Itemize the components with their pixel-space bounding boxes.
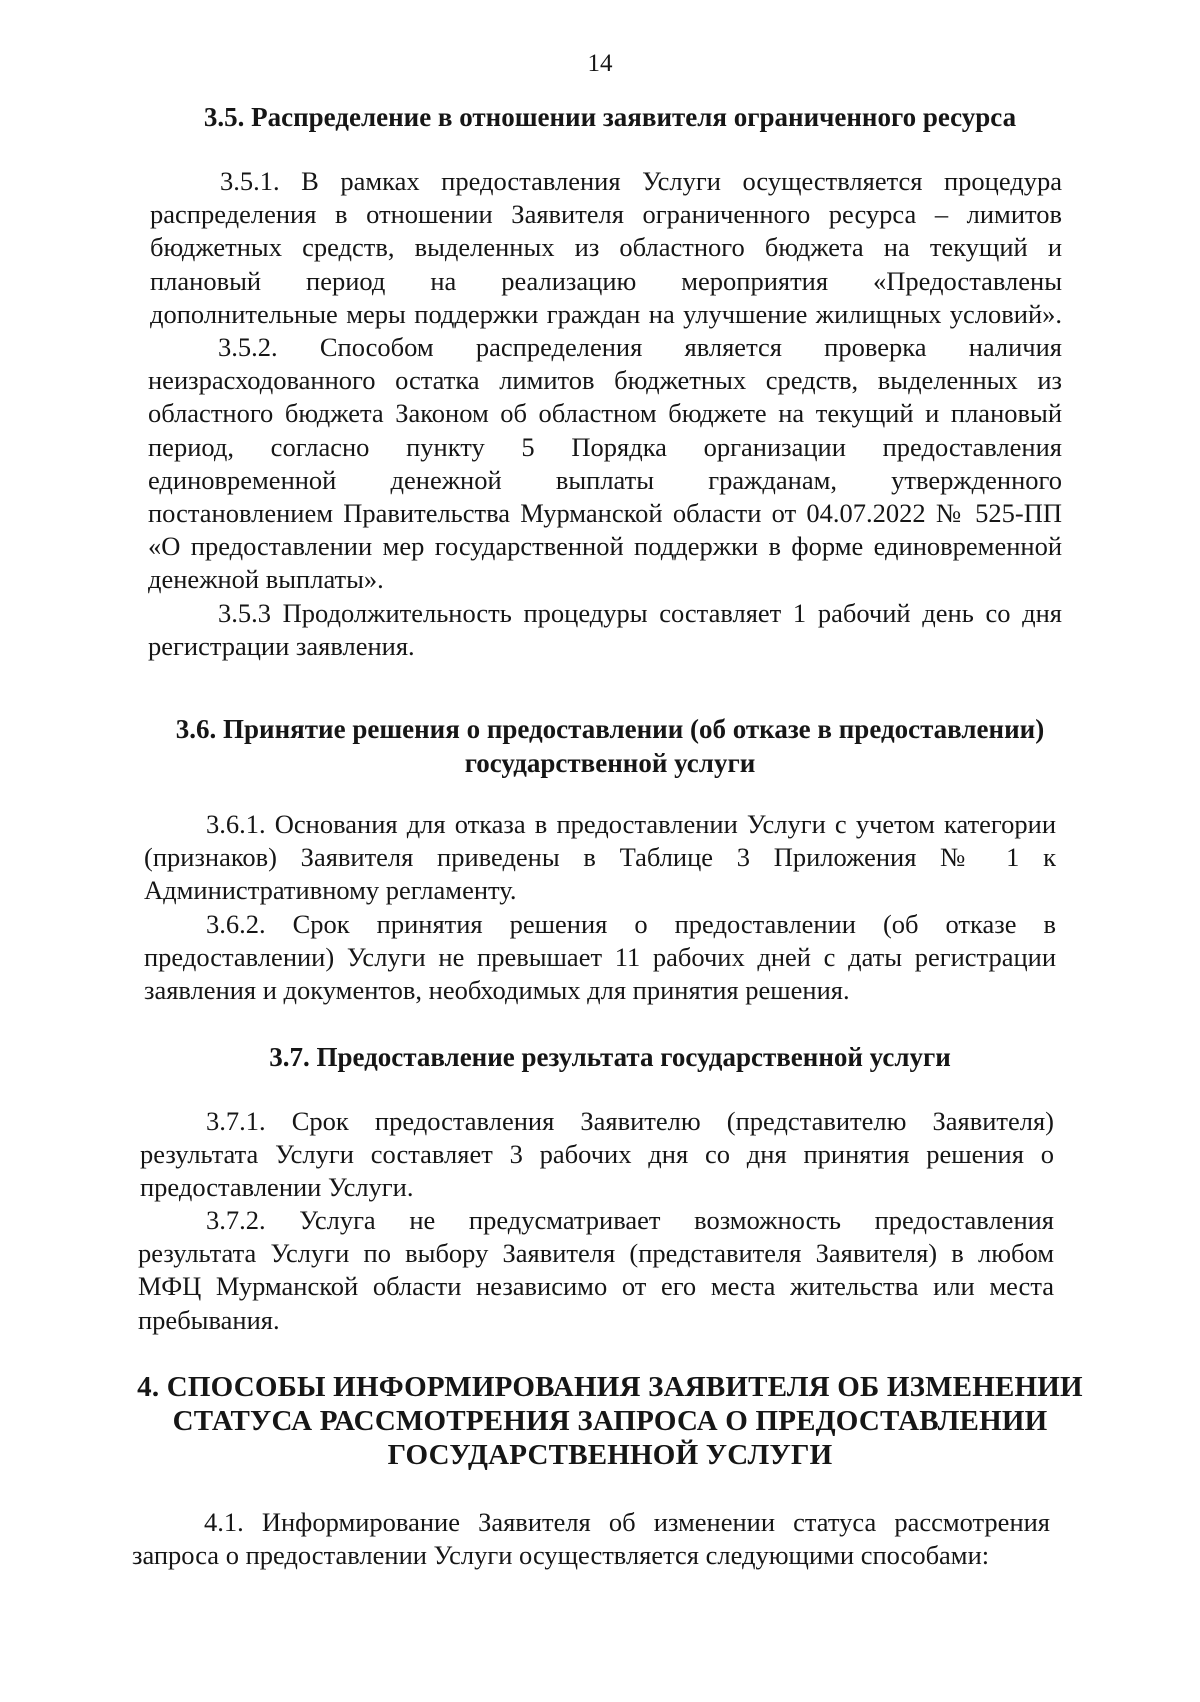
text-line: 3.7.1. Срок предоставления Заявителю (представителю Заявителя) bbox=[206, 1106, 1054, 1136]
text-line: регистрации заявления. bbox=[148, 631, 415, 662]
text-line: результата Услуги составляет 3 рабочих дня со дня принятия решения о bbox=[140, 1139, 1054, 1170]
text-line: пребывания. bbox=[138, 1304, 280, 1335]
text-line: предоставлении) Услуги не превышает 11 рабочих дней с даты регистрации bbox=[144, 942, 1056, 973]
paragraph-3-5-1 bbox=[150, 165, 1062, 331]
text-line: 3.5.3 Продолжительность процедуры составляет 1 рабочий день со дня bbox=[218, 598, 1062, 628]
heading-line: СТАТУСА РАССМОТРЕНИЯ ЗАПРОСА О ПРЕДОСТАВЛЕНИИ bbox=[172, 1405, 1048, 1437]
text-line: 3.6.1. Основания для отказа в предоставлении Услуги с учетом категории bbox=[206, 809, 1056, 839]
text-line: 3.5.1. В рамках предоставления Услуги осуществляется процедура bbox=[220, 166, 1062, 196]
text-line: «О предоставлении мер государственной поддержки в форме единовременной bbox=[148, 531, 1062, 562]
heading-line: 3.7. Предоставление результата государственной услуги bbox=[269, 1042, 951, 1072]
text-line: неизрасходованного остатка лимитов бюджетных средств, выделенных из bbox=[148, 365, 1062, 396]
text-line: (признаков) Заявителя приведены в Таблице 3 Приложения № 1 к bbox=[144, 842, 1056, 873]
text-line: областного бюджета Законом об областном бюджете на текущий и плановый bbox=[148, 398, 1062, 429]
text-line: предоставлении Услуги. bbox=[140, 1172, 414, 1203]
paragraph-3-5-2 bbox=[148, 331, 1062, 597]
text-line: постановлением Правительства Мурманской области от 04.07.2022 № 525-ПП bbox=[148, 498, 1062, 529]
heading-line: государственной услуги bbox=[464, 748, 756, 778]
paragraph-3-7-2 bbox=[138, 1204, 1054, 1337]
text-line: результата Услуги по выбору Заявителя (представителя Заявителя) в любом bbox=[138, 1238, 1054, 1269]
text-line: дополнительные меры поддержки граждан на улучшение жилищных условий». bbox=[150, 298, 1062, 329]
paragraph-3-6-2 bbox=[144, 908, 1056, 1008]
text-line: бюджетных средств, выделенных из областного бюджета на текущий и bbox=[150, 232, 1062, 263]
section-3-5-heading bbox=[140, 100, 1080, 134]
text-line: 4.1. Информирование Заявителя об изменении статуса рассмотрения bbox=[204, 1507, 1050, 1537]
text-line: МФЦ Мурманской области независимо от его места жительства или места bbox=[138, 1271, 1054, 1302]
section-3-6-heading bbox=[140, 712, 1080, 780]
text-line: период, согласно пункту 5 Порядка организации предоставления bbox=[148, 431, 1062, 462]
section-3-7-heading bbox=[140, 1040, 1080, 1074]
heading-line: 4. СПОСОБЫ ИНФОРМИРОВАНИЯ ЗАЯВИТЕЛЯ ОБ ИЗМЕНЕНИИ bbox=[137, 1371, 1083, 1403]
heading-line: 3.6. Принятие решения о предоставлении (об отказе в предоставлении) bbox=[175, 714, 1045, 744]
text-line: Административному регламенту. bbox=[144, 875, 517, 906]
section-4-heading bbox=[130, 1370, 1090, 1472]
heading-line: ГОСУДАРСТВЕННОЙ УСЛУГИ bbox=[387, 1439, 833, 1471]
page-number: 14 bbox=[587, 50, 613, 77]
text-line: 3.7.2. Услуга не предусматривает возможность предоставления bbox=[206, 1205, 1054, 1235]
text-line: 3.6.2. Срок принятия решения о предоставлении (об отказе в bbox=[206, 909, 1056, 939]
heading-line: 3.5. Распределение в отношении заявителя ограниченного ресурса bbox=[203, 102, 1017, 132]
text-line: распределения в отношении Заявителя ограниченного ресурса – лимитов bbox=[150, 199, 1062, 230]
text-line: единовременной денежной выплаты гражданам, утвержденного bbox=[148, 464, 1062, 495]
text-line: денежной выплаты». bbox=[148, 564, 384, 595]
text-line: плановый период на реализацию мероприятия «Предоставлены bbox=[150, 265, 1062, 296]
paragraph-3-5-3 bbox=[148, 597, 1062, 663]
paragraph-3-7-1 bbox=[140, 1105, 1054, 1205]
paragraph-4-1 bbox=[132, 1506, 1050, 1572]
paragraph-3-6-1 bbox=[144, 808, 1056, 908]
text-line: заявления и документов, необходимых для принятия решения. bbox=[144, 975, 850, 1006]
text-line: запроса о предоставлении Услуги осуществляется следующими способами: bbox=[132, 1540, 990, 1571]
text-line: 3.5.2. Способом распределения является проверка наличия bbox=[218, 332, 1062, 362]
